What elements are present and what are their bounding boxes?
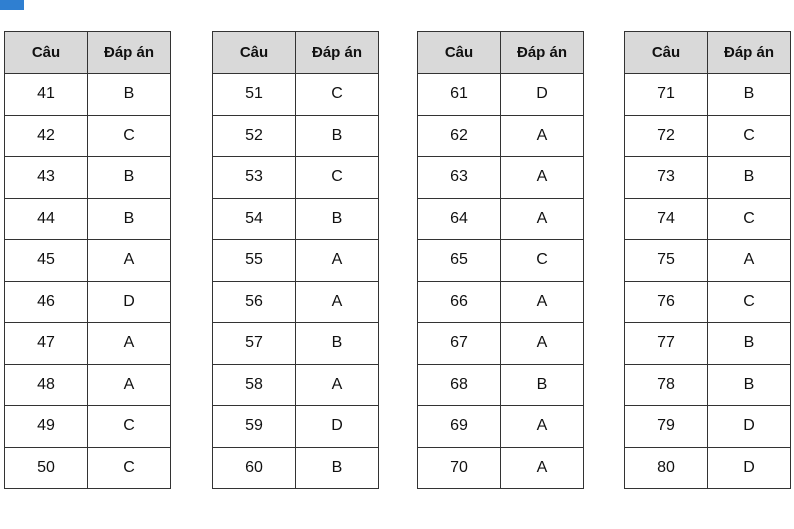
table-row xyxy=(213,198,379,240)
question-number-cell: 70 xyxy=(418,447,501,489)
answer-table-4-wrapper xyxy=(624,31,791,489)
table-row xyxy=(213,281,379,323)
table-row xyxy=(5,157,171,199)
question-number-cell: 72 xyxy=(625,115,708,157)
answer-cell: D xyxy=(296,406,379,448)
answer-table xyxy=(212,31,379,489)
answer-cell: A xyxy=(88,323,171,365)
answer-cell: A xyxy=(501,323,584,365)
table-row xyxy=(213,406,379,448)
table-row xyxy=(213,157,379,199)
answer-header: Đáp án xyxy=(708,32,791,74)
answer-cell: A xyxy=(88,240,171,282)
table-row xyxy=(625,198,791,240)
answer-cell: A xyxy=(501,115,584,157)
table-row xyxy=(5,364,171,406)
answer-cell: B xyxy=(708,323,791,365)
question-number-cell: 50 xyxy=(5,447,88,489)
question-number-cell: 73 xyxy=(625,157,708,199)
answer-table-1-wrapper xyxy=(4,31,171,489)
question-number-cell: 79 xyxy=(625,406,708,448)
table-row xyxy=(418,157,584,199)
question-number-cell: 80 xyxy=(625,447,708,489)
question-header: Câu xyxy=(5,32,88,74)
table-row xyxy=(625,364,791,406)
answer-cell: C xyxy=(501,240,584,282)
table-row xyxy=(5,74,171,116)
table-row xyxy=(5,323,171,365)
table-row xyxy=(625,157,791,199)
answer-cell: B xyxy=(296,323,379,365)
question-number-cell: 67 xyxy=(418,323,501,365)
table-row xyxy=(625,74,791,116)
question-number-cell: 43 xyxy=(5,157,88,199)
question-number-cell: 65 xyxy=(418,240,501,282)
table-row xyxy=(625,281,791,323)
answer-cell: B xyxy=(708,157,791,199)
answer-cell: D xyxy=(708,447,791,489)
answer-cell: A xyxy=(296,240,379,282)
table-row xyxy=(418,323,584,365)
question-number-cell: 49 xyxy=(5,406,88,448)
question-number-cell: 51 xyxy=(213,74,296,116)
question-number-cell: 48 xyxy=(5,364,88,406)
answer-header: Đáp án xyxy=(296,32,379,74)
question-header: Câu xyxy=(213,32,296,74)
question-number-cell: 76 xyxy=(625,281,708,323)
answer-header: Đáp án xyxy=(88,32,171,74)
answer-cell: C xyxy=(708,115,791,157)
answer-header: Đáp án xyxy=(501,32,584,74)
header-row xyxy=(213,32,379,74)
answer-cell: B xyxy=(708,364,791,406)
answer-cell: B xyxy=(88,198,171,240)
answer-cell: B xyxy=(501,364,584,406)
table-row xyxy=(418,74,584,116)
table-row xyxy=(418,198,584,240)
question-number-cell: 61 xyxy=(418,74,501,116)
table-row xyxy=(5,447,171,489)
table-row xyxy=(213,447,379,489)
answer-cell: A xyxy=(708,240,791,282)
question-number-cell: 64 xyxy=(418,198,501,240)
answer-cell: C xyxy=(296,157,379,199)
table-row xyxy=(418,406,584,448)
table-row xyxy=(418,364,584,406)
question-number-cell: 44 xyxy=(5,198,88,240)
question-number-cell: 56 xyxy=(213,281,296,323)
table-row xyxy=(625,323,791,365)
question-number-cell: 47 xyxy=(5,323,88,365)
table-row xyxy=(418,240,584,282)
table-row xyxy=(418,281,584,323)
table-row xyxy=(5,281,171,323)
question-header: Câu xyxy=(418,32,501,74)
answer-cell: A xyxy=(501,447,584,489)
question-number-cell: 45 xyxy=(5,240,88,282)
question-number-cell: 57 xyxy=(213,323,296,365)
question-number-cell: 55 xyxy=(213,240,296,282)
question-number-cell: 66 xyxy=(418,281,501,323)
question-number-cell: 75 xyxy=(625,240,708,282)
table-row xyxy=(418,447,584,489)
table-row xyxy=(213,74,379,116)
answer-cell: D xyxy=(501,74,584,116)
answer-table-3-wrapper xyxy=(417,31,584,489)
question-number-cell: 53 xyxy=(213,157,296,199)
table-row xyxy=(625,447,791,489)
table-row xyxy=(5,198,171,240)
question-number-cell: 59 xyxy=(213,406,296,448)
table-row xyxy=(213,364,379,406)
answer-cell: A xyxy=(501,157,584,199)
header-row xyxy=(418,32,584,74)
question-number-cell: 42 xyxy=(5,115,88,157)
table-row xyxy=(5,115,171,157)
answer-cell: A xyxy=(501,406,584,448)
answer-cell: A xyxy=(296,281,379,323)
table-row xyxy=(418,115,584,157)
question-number-cell: 52 xyxy=(213,115,296,157)
answer-cell: B xyxy=(296,198,379,240)
answer-cell: C xyxy=(88,406,171,448)
table-row xyxy=(213,323,379,365)
header-row xyxy=(5,32,171,74)
corner-accent-mark xyxy=(0,0,24,10)
table-row xyxy=(213,240,379,282)
question-number-cell: 54 xyxy=(213,198,296,240)
answer-cell: B xyxy=(296,447,379,489)
question-number-cell: 68 xyxy=(418,364,501,406)
question-number-cell: 74 xyxy=(625,198,708,240)
question-number-cell: 60 xyxy=(213,447,296,489)
question-number-cell: 41 xyxy=(5,74,88,116)
answer-cell: A xyxy=(88,364,171,406)
answer-cell: B xyxy=(296,115,379,157)
table-row xyxy=(5,406,171,448)
answer-cell: A xyxy=(501,198,584,240)
question-number-cell: 77 xyxy=(625,323,708,365)
answer-cell: C xyxy=(708,198,791,240)
answer-table-2-wrapper xyxy=(212,31,379,489)
answer-table xyxy=(417,31,584,489)
answer-cell: B xyxy=(88,74,171,116)
question-number-cell: 63 xyxy=(418,157,501,199)
answer-cell: D xyxy=(88,281,171,323)
header-row xyxy=(625,32,791,74)
answer-table xyxy=(624,31,791,489)
answer-cell: A xyxy=(501,281,584,323)
answer-cell: A xyxy=(296,364,379,406)
answer-cell: C xyxy=(296,74,379,116)
question-number-cell: 71 xyxy=(625,74,708,116)
answer-cell: B xyxy=(708,74,791,116)
answer-cell: D xyxy=(708,406,791,448)
table-row xyxy=(5,240,171,282)
answer-cell: B xyxy=(88,157,171,199)
question-number-cell: 62 xyxy=(418,115,501,157)
answer-cell: C xyxy=(88,447,171,489)
table-row xyxy=(625,115,791,157)
answer-table xyxy=(4,31,171,489)
answer-cell: C xyxy=(88,115,171,157)
table-row xyxy=(625,406,791,448)
table-row xyxy=(213,115,379,157)
question-header: Câu xyxy=(625,32,708,74)
question-number-cell: 46 xyxy=(5,281,88,323)
question-number-cell: 78 xyxy=(625,364,708,406)
question-number-cell: 58 xyxy=(213,364,296,406)
table-row xyxy=(625,240,791,282)
question-number-cell: 69 xyxy=(418,406,501,448)
answer-cell: C xyxy=(708,281,791,323)
